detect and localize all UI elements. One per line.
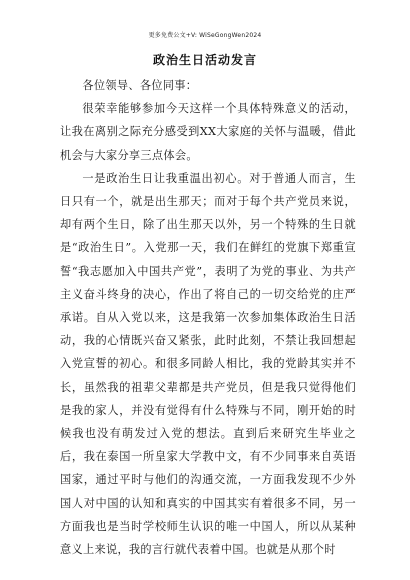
point-one-paragraph: 一是政治生日让我重温出初心。对于普通人而言，生日只有一个，就是出生那天；而对于每个共产党员来说，却有两个生日，除了出生那天以外，另一个特殊的生日就是“政治生日”。入党那一天，我们在鲜红的党旗下郑重宣誓“我志愿加入中国共产党”，表明了为党的事业、为共产主义奋斗终身的决心，作出了将自己的一切交给党的庄严承诺。自从入党以来，这是我第一次参加集体政治生日活动，我的心情既兴奋又紧张，此时此刻，不禁让我回想起入党宣誓的初心。和很多同龄人相比，我的党龄其实并不长，虽然我的祖辈父辈都是共产党员，但是我只觉得他们是我的家人，并没有觉得有什么特殊与不同，刚开始的时候我也没有萌发过入党的想法。直到后来研究生毕业之后，我在泰国一所皇家大学教中文，有不少同事来自英语国家，通过平时与他们的沟通交流，一方面我发现不少外国人对中国的认知和真实的中国其实有着很多不同，另一方面我也是当时学校师生认识的唯一中国人，所以从某种意义上来说，我的言行就代表着中国。也就是从那个时 bbox=[60, 171, 356, 557]
salutation-paragraph: 各位领导、各位同事： bbox=[82, 79, 198, 92]
header-note: 更多免费公文+V: WiSeGongWen2024 bbox=[148, 32, 262, 39]
document-body bbox=[60, 74, 356, 561]
intro-paragraph: 很荣幸能够参加今天这样一个具体特殊意义的活动，让我在离别之际充分感受到XX大家庭的关怀与温暖，借此机会与大家分享三点体会。 bbox=[60, 102, 356, 162]
document-title: 政治生日活动发言 bbox=[152, 53, 257, 67]
